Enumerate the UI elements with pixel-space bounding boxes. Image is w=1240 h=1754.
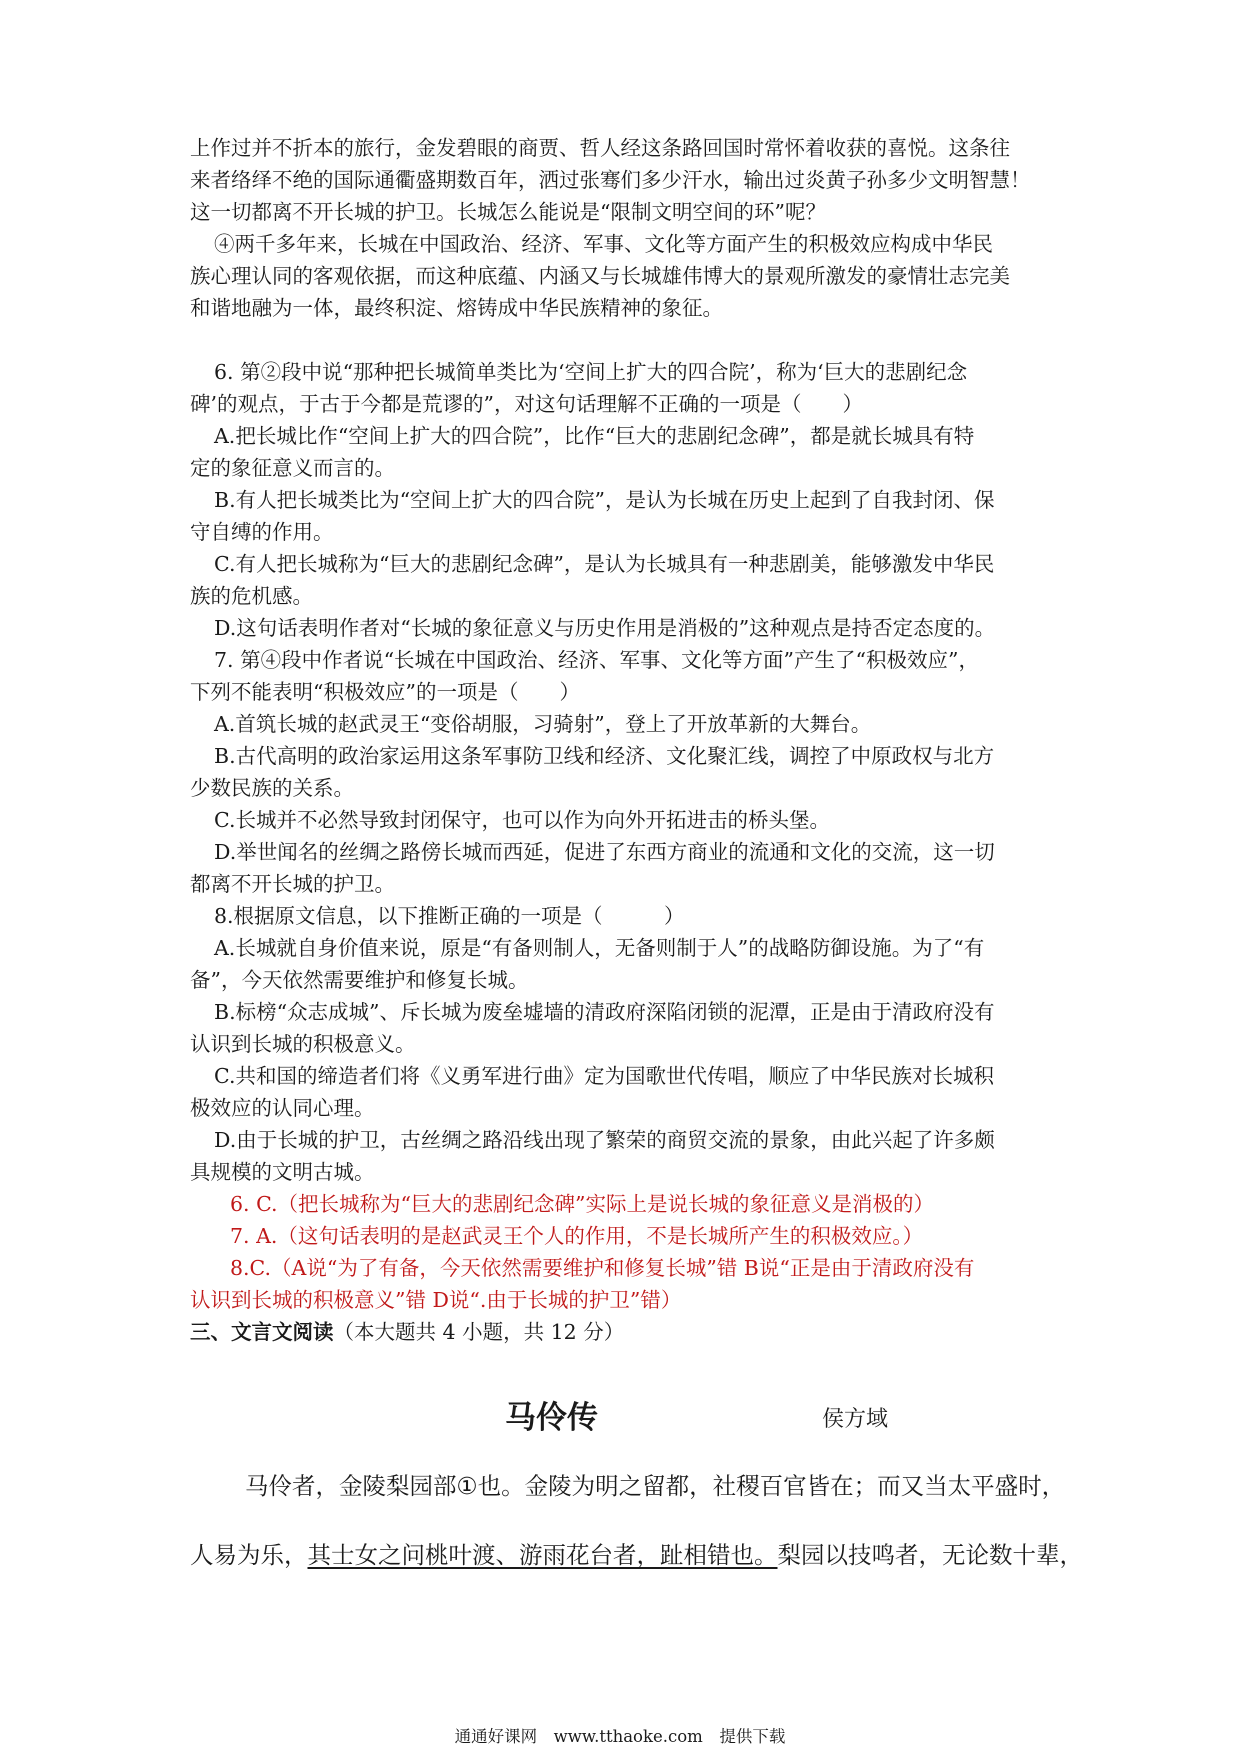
passage-line: 上作过并不折本的旅行，金发碧眼的商贾、哲人经这条路回国时常怀着收获的喜悦。这条往 xyxy=(190,136,1010,160)
classical-text: 梨园以技鸣者，无论数十辈， xyxy=(777,1541,1083,1569)
question-8-option-c: C.共和国的缔造者们将《义勇军进行曲》定为国歌世代传唱，顺应了中华民族对长城积 xyxy=(214,1064,994,1088)
question-8-option-c: 极效应的认同心理。 xyxy=(190,1096,375,1120)
section-note: （本大题共 4 小题，共 12 分） xyxy=(333,1320,625,1344)
footer-download-note: 通通好课网 www.tthaoke.com 提供下载 xyxy=(454,1727,786,1746)
question-7-stem: 7. 第④段中作者说“长城在中国政治、经济、军事、文化等方面”产生了“积极效应”， xyxy=(214,648,979,672)
question-7-option-b: 少数民族的关系。 xyxy=(190,776,354,800)
question-8-option-a: A.长城就自身价值来说，原是“有备则制人，无备则制于人”的战略防御设施。为了“有 xyxy=(214,936,985,960)
question-6-option-a: 定的象征意义而言的。 xyxy=(190,456,395,480)
question-7-option-d: 都离不开长城的护卫。 xyxy=(190,872,395,896)
passage-line: 族心理认同的客观依据，而这种底蕴、内涵又与长城雄伟博大的景观所激发的豪情壮志完美 xyxy=(190,264,1010,288)
question-8-option-b: B.标榜“众志成城”、斥长城为废垒墟墙的清政府深陷闭锁的泥潭，正是由于清政府没有 xyxy=(214,1000,995,1024)
section-title: 三、文言文阅读 xyxy=(190,1320,334,1344)
question-6-stem: 6. 第②段中说“那种把长城简单类比为‘空间上扩大的四合院’，称为‘巨大的悲剧纪念 xyxy=(214,360,968,384)
question-8-option-d: D.由于长城的护卫，古丝绸之路沿线出现了繁荣的商贸交流的景象，由此兴起了许多颇 xyxy=(214,1128,995,1152)
question-7-option-d: D.举世闻名的丝绸之路傍长城而西延，促进了东西方商业的流通和文化的交流，这一切 xyxy=(214,840,995,864)
question-7-stem: 下列不能表明“积极效应”的一项是（ ） xyxy=(190,680,580,704)
question-8-option-d: 具规模的文明古城。 xyxy=(190,1160,375,1184)
question-6-option-c: 族的危机感。 xyxy=(190,584,313,608)
underlined-sentence: 其士女之问桃叶渡、游雨花台者，趾相错也。 xyxy=(307,1541,778,1569)
question-8-option-a: 备”，今天依然需要维护和修复长城。 xyxy=(190,968,529,992)
passage-line: 来者络绎不绝的国际通衢盛期数百年，洒过张骞们多少汗水，输出过炎黄子孙多少文明智慧！ xyxy=(190,168,1031,192)
classical-line xyxy=(190,1537,1120,1573)
question-7-option-a: A.首筑长城的赵武灵王“变俗胡服，习骑射”，登上了开放革新的大舞台。 xyxy=(214,712,872,736)
classical-author: 侯方域 xyxy=(822,1407,889,1432)
passage-line: 这一切都离不开长城的护卫。长城怎么能说是“限制文明空间的环”呢？ xyxy=(190,200,826,224)
question-6-option-a: A.把长城比作“空间上扩大的四合院”，比作“巨大的悲剧纪念碑”，都是就长城具有特 xyxy=(214,424,975,448)
question-7-option-c: C.长城并不必然导致封闭保守，也可以作为向外开拓进击的桥头堡。 xyxy=(214,808,830,832)
question-8-option-b: 认识到长城的积极意义。 xyxy=(190,1032,416,1056)
passage-line: 和谐地融为一体，最终积淀、熔铸成中华民族精神的象征。 xyxy=(190,296,723,320)
classical-text: 人易为乐， xyxy=(190,1541,308,1569)
question-7-option-b: B.古代高明的政治家运用这条军事防卫线和经济、文化聚汇线，调控了中原政权与北方 xyxy=(214,744,995,768)
passage-line: ④两千多年来，长城在中国政治、经济、军事、文化等方面产生的积极效应构成中华民 xyxy=(214,232,993,256)
question-6-option-d: D.这句话表明作者对“长城的象征意义与历史作用是消极的”这种观点是持否定态度的。 xyxy=(214,616,996,640)
answer-8: 8.C.（A说“为了有备，今天依然需要维护和修复长城”错 B说“正是由于清政府没有 xyxy=(230,1256,975,1280)
classical-line: 马伶者，金陵梨园部①也。金陵为明之留都，社稷百官皆在；而又当太平盛时， xyxy=(245,1472,1066,1500)
answer-8: 认识到长城的积极意义”错 D说“.由于长城的护卫”错） xyxy=(190,1288,682,1312)
question-6-option-c: C.有人把长城称为“巨大的悲剧纪念碑”，是认为长城具有一种悲剧美，能够激发中华民 xyxy=(214,552,995,576)
classical-title: 马伶传 xyxy=(505,1400,598,1436)
section-heading xyxy=(190,1316,1060,1348)
question-8-stem: 8.根据原文信息，以下推断正确的一项是（ ） xyxy=(214,904,685,928)
answer-7: 7. A.（这句话表明的是赵武灵王个人的作用，不是长城所产生的积极效应。） xyxy=(230,1224,924,1248)
question-6-stem: 碑’的观点，于古于今都是荒谬的”，对这句话理解不正确的一项是（ ） xyxy=(190,392,863,416)
question-6-option-b: 守自缚的作用。 xyxy=(190,520,334,544)
answer-6: 6. C.（把长城称为“巨大的悲剧纪念碑”实际上是说长城的象征意义是消极的） xyxy=(230,1192,935,1216)
question-6-option-b: B.有人把长城类比为“空间上扩大的四合院”，是认为长城在历史上起到了自我封闭、保 xyxy=(214,488,995,512)
